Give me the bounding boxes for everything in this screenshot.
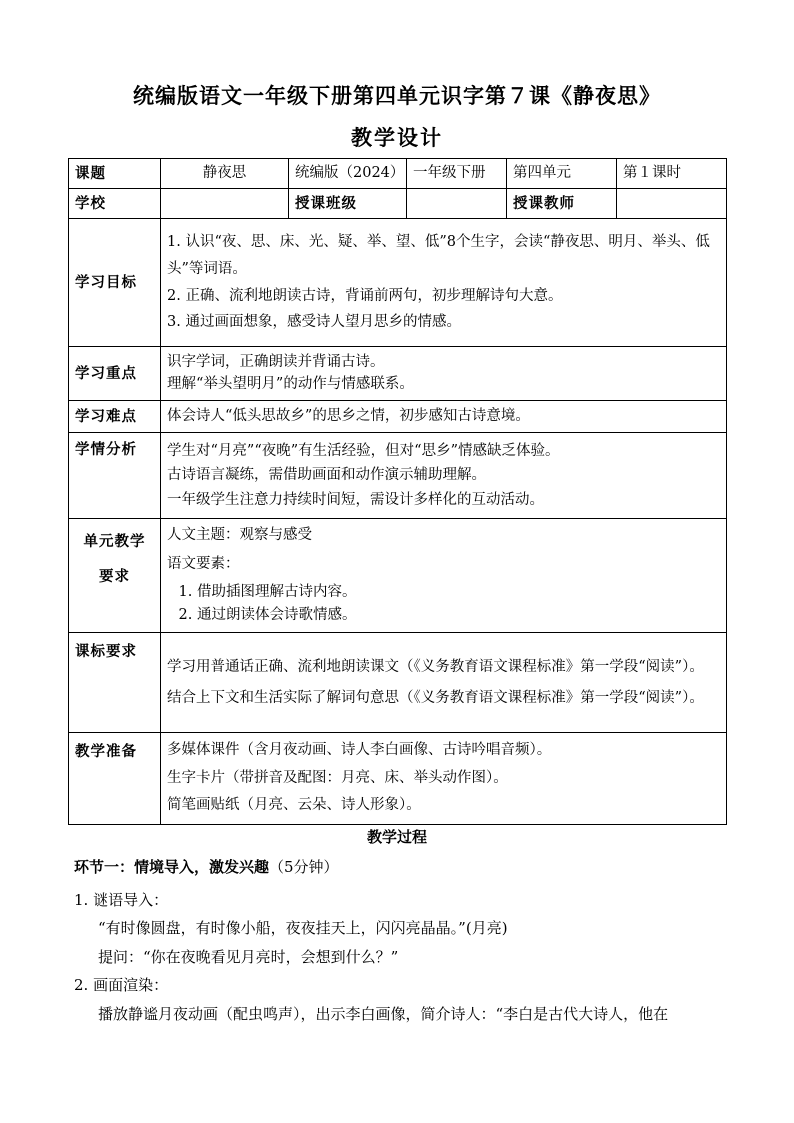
goal-item: 2. 正确、流利地朗读古诗，背诵前两句，初步理解诗句大意。 — [167, 287, 563, 304]
period: 第１课时 — [617, 159, 727, 189]
step-title: 1. 谜语导入： — [74, 890, 169, 909]
teacher-value — [617, 189, 727, 219]
table-row — [69, 633, 727, 733]
process-title: 教学过程 — [366, 828, 427, 846]
lesson-name: 静夜思 — [161, 159, 289, 189]
unit-theme: 人文主题：观察与感受 — [167, 527, 312, 544]
list-item: 2. 通过朗读体会诗歌情感。 — [197, 604, 720, 627]
step-text: 播放静谧月夜动画（配虫鸣声），出示李白画像，简介诗人：“李白是古代大诗人，他在 — [98, 1004, 669, 1023]
prep-label: 教学准备 — [69, 733, 161, 825]
elements-list — [167, 581, 720, 627]
table-row — [69, 433, 727, 519]
goal-item: 3. 通过画面想象，感受诗人望月思乡的情感。 — [167, 314, 461, 331]
prep-line: 生字卡片（带拼音及配图：月亮、床、举头动作图）。 — [167, 769, 508, 786]
lesson-label: 课题 — [69, 159, 161, 189]
difficulty-content: 体会诗人“低头思故乡”的思乡之情，初步感知古诗意境。 — [161, 401, 727, 433]
table-row — [69, 733, 727, 825]
analysis-line: 古诗语言凝练，需借助画面和动作演示辅助理解。 — [167, 467, 486, 484]
analysis-line: 一年级学生注意力持续时间短，需设计多样化的互动活动。 — [167, 491, 544, 508]
class-value — [407, 189, 507, 219]
unit-req-label-line: 单元教学 — [83, 533, 146, 550]
question-text: 提问：“你在夜晚看见月亮时，会想到什么？” — [98, 947, 399, 966]
step-title: 2. 画面渲染： — [74, 976, 169, 994]
standard-label: 课标要求 — [69, 633, 161, 733]
table-row — [69, 219, 727, 347]
edition: 统编版（2024） — [289, 159, 407, 189]
analysis-line: 学生对“月亮”“夜晚”有生活经验，但对“思乡”情感缺乏体验。 — [167, 442, 560, 459]
analysis-label: 学情分析 — [69, 433, 161, 519]
document-subtitle: 教学设计 — [351, 125, 443, 150]
stage-duration: （5分钟） — [269, 858, 339, 876]
goal-item: 1. 认识“夜、思、床、光、疑、举、望、低”8个生字，会读“静夜思、明月、举头、低头”等词语。 — [167, 233, 710, 277]
unit-req-label — [69, 519, 161, 633]
table-row — [69, 347, 727, 401]
goals-label: 学习目标 — [69, 219, 161, 347]
stage-title: 环节一：情境导入，激发兴趣 — [74, 858, 270, 876]
document-title: 统编版语文一年级下册第四单元识字第７课《静夜思》 — [133, 83, 661, 108]
prep-line: 简笔画贴纸（月亮、云朵、诗人形象）。 — [167, 797, 421, 814]
class-label: 授课班级 — [289, 189, 407, 219]
prep-content — [161, 733, 727, 825]
stage-heading — [74, 856, 734, 879]
unit: 第四单元 — [507, 159, 617, 189]
key-line: 识字学词，正确朗读并背诵古诗。 — [167, 354, 385, 371]
process-body — [74, 856, 734, 1025]
prep-line: 多媒体课件（含月夜动画、诗人李白画像、古诗吟唱音频）。 — [167, 742, 552, 759]
unit-req-content — [161, 519, 727, 633]
school-value — [161, 189, 289, 219]
lesson-info-table — [68, 158, 727, 825]
school-label: 学校 — [69, 189, 161, 219]
difficulty-label: 学习难点 — [69, 401, 161, 433]
key-line: 理解“举头望明月”的动作与情感联系。 — [167, 375, 414, 392]
goals-content — [161, 219, 727, 347]
table-row — [69, 189, 727, 219]
analysis-content — [161, 433, 727, 519]
table-row — [69, 159, 727, 189]
key-label: 学习重点 — [69, 347, 161, 401]
key-content — [161, 347, 727, 401]
elements-title: 语文要素： — [167, 556, 240, 573]
standard-content: 学习用普通话正确、流利地朗读课文（《义务教育语文课程标准》第一学段“阅读”）。 结合上下文和生活实际了解词句意思（《义务教育语文课程标准》第一学段“阅读”）。 — [161, 633, 727, 733]
table-row — [69, 519, 727, 633]
teacher-label: 授课教师 — [507, 189, 617, 219]
grade: 一年级下册 — [407, 159, 507, 189]
list-item: 1. 借助插图理解古诗内容。 — [197, 581, 720, 604]
riddle-text: “有时像圆盘，有时像小船，夜夜挂天上，闪闪亮晶晶。”(月亮) — [98, 919, 508, 937]
table-row — [69, 401, 727, 433]
unit-req-label-line: 要求 — [99, 567, 130, 585]
